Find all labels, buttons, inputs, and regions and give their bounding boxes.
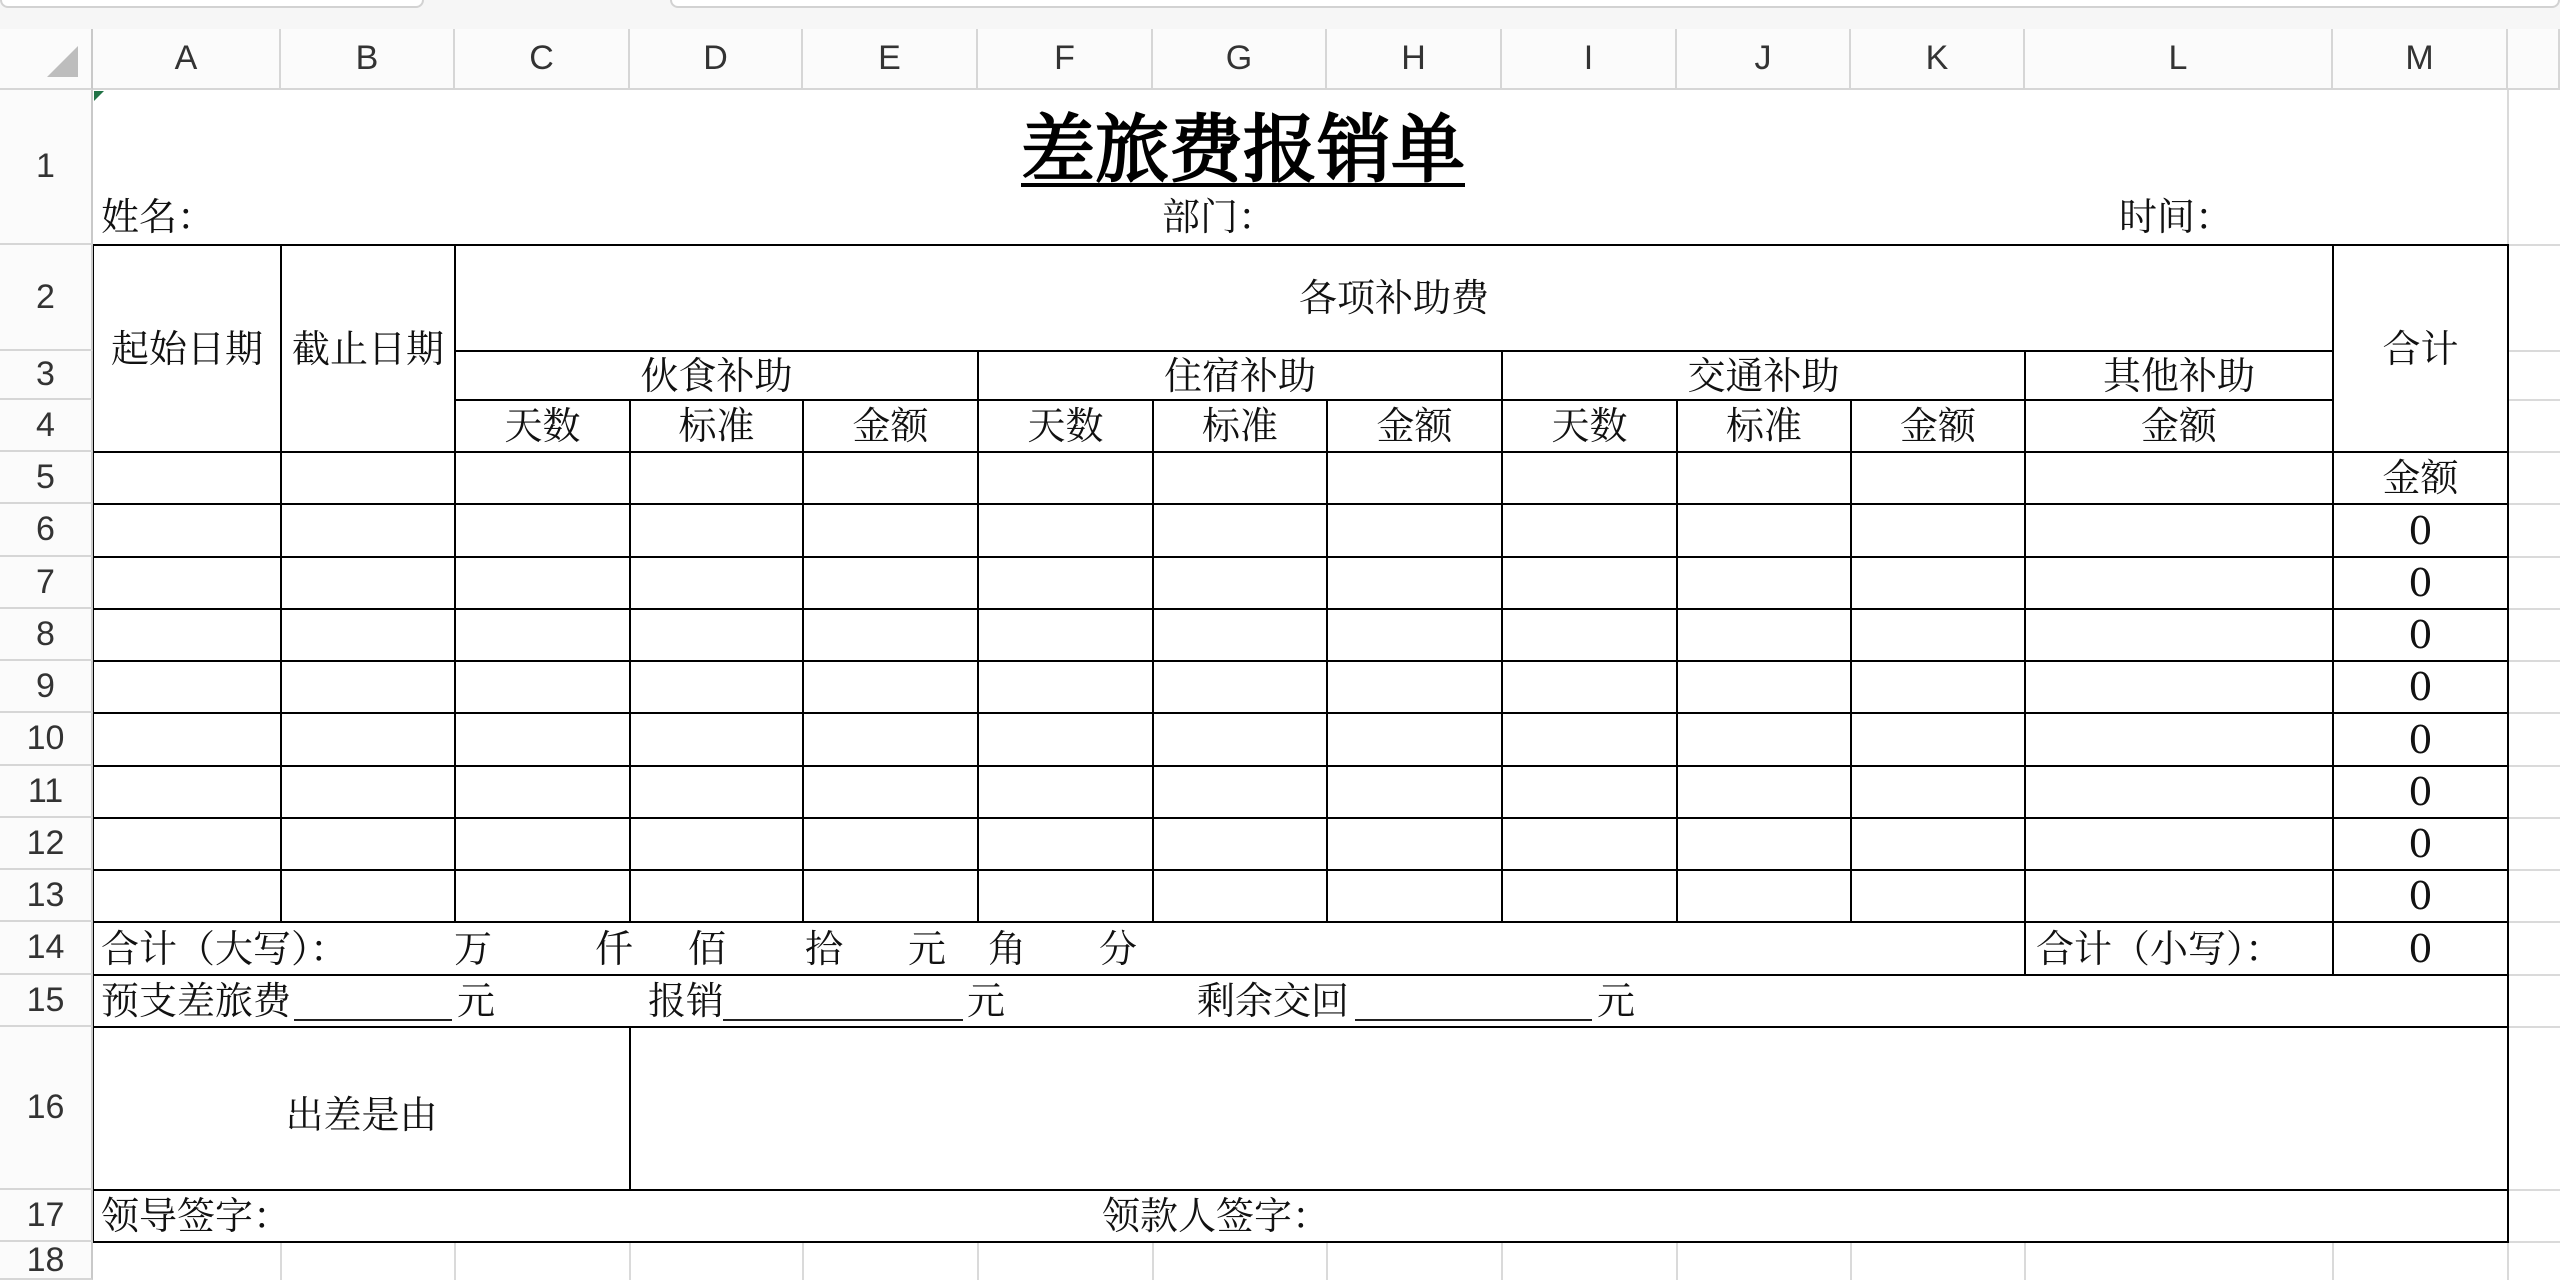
cell-i7[interactable] bbox=[1502, 557, 1677, 609]
refund-label: 剩余交回 bbox=[1197, 979, 1350, 1023]
cell-uppercase-total[interactable] bbox=[93, 922, 2025, 975]
reimburse-label: 报销 bbox=[648, 979, 725, 1023]
cell-h12[interactable] bbox=[1327, 818, 1502, 870]
cell-d7[interactable] bbox=[630, 557, 803, 609]
cell-c12[interactable] bbox=[455, 818, 630, 870]
cell-g18[interactable] bbox=[1153, 1242, 1327, 1280]
cell-d5[interactable] bbox=[630, 452, 803, 504]
cell-l12[interactable] bbox=[2025, 818, 2333, 870]
row-header-13[interactable]: 13 bbox=[0, 870, 93, 922]
cell-e18[interactable] bbox=[803, 1242, 978, 1280]
lowercase-total-label: 合计（小写）： bbox=[2036, 926, 2284, 971]
cell-i11[interactable] bbox=[1502, 766, 1677, 818]
cell-g9[interactable] bbox=[1153, 661, 1327, 713]
cell-d12[interactable] bbox=[630, 818, 803, 870]
cell-e9[interactable] bbox=[803, 661, 978, 713]
cell-total-header[interactable] bbox=[2333, 245, 2508, 452]
cell-j5[interactable] bbox=[1677, 452, 1851, 504]
cell-d11[interactable] bbox=[630, 766, 803, 818]
cell-h13[interactable] bbox=[1327, 870, 1502, 922]
start-date-label: 起始日期 bbox=[110, 326, 263, 371]
cell-start-date-header[interactable] bbox=[93, 245, 281, 452]
lowercase-total-value: 0 bbox=[2408, 926, 2433, 971]
meal-amount-label: 金额 bbox=[852, 404, 929, 448]
formula-bar[interactable] bbox=[670, 0, 2560, 8]
total-amount-label: 金额 bbox=[2382, 456, 2459, 500]
advance-unit: 元 bbox=[457, 979, 496, 1023]
row-total-value: 0 bbox=[2408, 561, 2433, 605]
name-box[interactable] bbox=[0, 0, 424, 8]
cell-i9[interactable] bbox=[1502, 661, 1677, 713]
cell-f13[interactable] bbox=[978, 870, 1153, 922]
cell-meal-allowance-header[interactable] bbox=[455, 351, 978, 400]
column-header-a[interactable]: A bbox=[93, 29, 281, 90]
cell-j8[interactable] bbox=[1677, 609, 1851, 661]
cell-trip-reason-label[interactable] bbox=[93, 1027, 630, 1190]
cell-a8[interactable] bbox=[93, 609, 281, 661]
cell-d4[interactable] bbox=[630, 400, 803, 452]
lodging-days-label: 天数 bbox=[1027, 404, 1104, 448]
row-header-4[interactable]: 4 bbox=[0, 400, 93, 452]
error-indicator-icon bbox=[94, 91, 104, 101]
column-header-m[interactable]: M bbox=[2333, 29, 2508, 90]
cell-d9[interactable] bbox=[630, 661, 803, 713]
row-header-17[interactable]: 17 bbox=[0, 1190, 93, 1242]
cell-d13[interactable] bbox=[630, 870, 803, 922]
cell-f8[interactable] bbox=[978, 609, 1153, 661]
column-header-g[interactable]: G bbox=[1153, 29, 1327, 90]
other-allowance-label: 其他补助 bbox=[2102, 353, 2255, 398]
cell-h6[interactable] bbox=[1327, 504, 1502, 557]
row-header-12[interactable]: 12 bbox=[0, 818, 93, 870]
column-header-c[interactable]: C bbox=[455, 29, 630, 90]
cell-a1-title[interactable] bbox=[93, 90, 2508, 245]
cell-f10[interactable] bbox=[978, 713, 1153, 766]
cell-h11[interactable] bbox=[1327, 766, 1502, 818]
cell-e12[interactable] bbox=[803, 818, 978, 870]
cell-j18[interactable] bbox=[1677, 1242, 1851, 1280]
cell-h9[interactable] bbox=[1327, 661, 1502, 713]
cell-e10[interactable] bbox=[803, 713, 978, 766]
cell-g5[interactable] bbox=[1153, 452, 1327, 504]
cell-a9[interactable] bbox=[93, 661, 281, 713]
cell-e13[interactable] bbox=[803, 870, 978, 922]
cell-c8[interactable] bbox=[455, 609, 630, 661]
cell-c6[interactable] bbox=[455, 504, 630, 557]
total-label: 合计 bbox=[2382, 326, 2459, 371]
cell-e11[interactable] bbox=[803, 766, 978, 818]
department-label: 部门： bbox=[1162, 195, 1277, 239]
other-amount-label: 金额 bbox=[2140, 404, 2217, 448]
cell-e8[interactable] bbox=[803, 609, 978, 661]
cell-j10[interactable] bbox=[1677, 713, 1851, 766]
cell-f4[interactable] bbox=[978, 400, 1153, 452]
cell-e7[interactable] bbox=[803, 557, 978, 609]
cell-a13[interactable] bbox=[93, 870, 281, 922]
cell-b9[interactable] bbox=[281, 661, 455, 713]
cell-b5[interactable] bbox=[281, 452, 455, 504]
cell-f12[interactable] bbox=[978, 818, 1153, 870]
cell-m13[interactable] bbox=[2333, 870, 2508, 922]
cell-f18[interactable] bbox=[978, 1242, 1153, 1280]
row-header-18[interactable]: 18 bbox=[0, 1242, 93, 1280]
column-header-d[interactable]: D bbox=[630, 29, 803, 90]
unit-jiao: 角 bbox=[987, 926, 1027, 971]
cell-b13[interactable] bbox=[281, 870, 455, 922]
cell-a6[interactable] bbox=[93, 504, 281, 557]
cell-l11[interactable] bbox=[2025, 766, 2333, 818]
cell-k9[interactable] bbox=[1851, 661, 2025, 713]
cell-c11[interactable] bbox=[455, 766, 630, 818]
column-header-l[interactable]: L bbox=[2025, 29, 2333, 90]
refund-blank bbox=[1355, 981, 1592, 1021]
cell-k10[interactable] bbox=[1851, 713, 2025, 766]
cell-lowercase-total-label[interactable] bbox=[2025, 922, 2333, 975]
end-date-label: 截止日期 bbox=[291, 326, 444, 371]
cell-other-allowance-header[interactable] bbox=[2025, 351, 2333, 400]
cell-b7[interactable] bbox=[281, 557, 455, 609]
cell-lodging-allowance-header[interactable] bbox=[978, 351, 1502, 400]
cell-l5[interactable] bbox=[2025, 452, 2333, 504]
cell-c18[interactable] bbox=[455, 1242, 630, 1280]
cell-h8[interactable] bbox=[1327, 609, 1502, 661]
lodging-standard-label: 标准 bbox=[1201, 404, 1278, 448]
cell-j13[interactable] bbox=[1677, 870, 1851, 922]
column-header-j[interactable]: J bbox=[1677, 29, 1851, 90]
row-header-3[interactable]: 3 bbox=[0, 351, 93, 400]
cell-f6[interactable] bbox=[978, 504, 1153, 557]
cell-m14[interactable] bbox=[2333, 922, 2508, 975]
reimburse-unit: 元 bbox=[967, 979, 1006, 1023]
row-total-value: 0 bbox=[2408, 665, 2433, 709]
cell-i12[interactable] bbox=[1502, 818, 1677, 870]
row-header-7[interactable]: 7 bbox=[0, 557, 93, 609]
cell-i8[interactable] bbox=[1502, 609, 1677, 661]
row-header-15[interactable]: 15 bbox=[0, 975, 93, 1027]
cell-e6[interactable] bbox=[803, 504, 978, 557]
cell-g7[interactable] bbox=[1153, 557, 1327, 609]
cell-m18[interactable] bbox=[2333, 1242, 2508, 1280]
cell-f5[interactable] bbox=[978, 452, 1153, 504]
cell-j7[interactable] bbox=[1677, 557, 1851, 609]
cell-e4[interactable] bbox=[803, 400, 978, 452]
refund-unit: 元 bbox=[1597, 979, 1636, 1023]
cell-h10[interactable] bbox=[1327, 713, 1502, 766]
advance-blank bbox=[294, 981, 452, 1021]
cell-b8[interactable] bbox=[281, 609, 455, 661]
cell-a10[interactable] bbox=[93, 713, 281, 766]
cell-j11[interactable] bbox=[1677, 766, 1851, 818]
row-header-5[interactable]: 5 bbox=[0, 452, 93, 504]
cell-g6[interactable] bbox=[1153, 504, 1327, 557]
lodging-allowance-label: 住宿补助 bbox=[1163, 353, 1316, 398]
transport-days-label: 天数 bbox=[1551, 404, 1628, 448]
time-label: 时间： bbox=[2119, 195, 2234, 239]
cell-a18[interactable] bbox=[93, 1242, 281, 1280]
cell-l6[interactable] bbox=[2025, 504, 2333, 557]
column-header-f[interactable]: F bbox=[978, 29, 1153, 90]
cell-d6[interactable] bbox=[630, 504, 803, 557]
cell-g4[interactable] bbox=[1153, 400, 1327, 452]
reimburse-blank bbox=[723, 981, 963, 1021]
row-total-value: 0 bbox=[2408, 613, 2433, 657]
column-header-n[interactable] bbox=[2508, 29, 2560, 90]
cell-j6[interactable] bbox=[1677, 504, 1851, 557]
cell-end-date-header[interactable] bbox=[281, 245, 455, 452]
meal-days-label: 天数 bbox=[504, 404, 581, 448]
cell-i4[interactable] bbox=[1502, 400, 1677, 452]
row-header-2[interactable]: 2 bbox=[0, 245, 93, 351]
formula-bar-area bbox=[0, 0, 2560, 29]
row-header-1[interactable]: 1 bbox=[0, 90, 93, 245]
name-label: 姓名： bbox=[101, 195, 216, 239]
cell-l7[interactable] bbox=[2025, 557, 2333, 609]
unit-fen: 分 bbox=[1098, 926, 1138, 971]
cell-c5[interactable] bbox=[455, 452, 630, 504]
cell-j12[interactable] bbox=[1677, 818, 1851, 870]
column-header-b[interactable]: B bbox=[281, 29, 455, 90]
cell-k7[interactable] bbox=[1851, 557, 2025, 609]
cell-m8[interactable] bbox=[2333, 609, 2508, 661]
row-header-16[interactable]: 16 bbox=[0, 1027, 93, 1190]
cell-m10[interactable] bbox=[2333, 713, 2508, 766]
cell-k18[interactable] bbox=[1851, 1242, 2025, 1280]
cell-g8[interactable] bbox=[1153, 609, 1327, 661]
row-header-6[interactable]: 6 bbox=[0, 504, 93, 557]
cell-c13[interactable] bbox=[455, 870, 630, 922]
cell-signature-row[interactable] bbox=[93, 1190, 2508, 1242]
cell-a11[interactable] bbox=[93, 766, 281, 818]
row-header-11[interactable]: 11 bbox=[0, 766, 93, 818]
row-total-value: 0 bbox=[2408, 770, 2433, 814]
cell-k11[interactable] bbox=[1851, 766, 2025, 818]
unit-wan: 万 bbox=[453, 926, 493, 971]
cell-c4[interactable] bbox=[455, 400, 630, 452]
cell-h18[interactable] bbox=[1327, 1242, 1502, 1280]
cell-m5[interactable] bbox=[2333, 452, 2508, 504]
column-header-e[interactable]: E bbox=[803, 29, 978, 90]
cell-m7[interactable] bbox=[2333, 557, 2508, 609]
cell-i6[interactable] bbox=[1502, 504, 1677, 557]
cell-j4[interactable] bbox=[1677, 400, 1851, 452]
cell-l8[interactable] bbox=[2025, 609, 2333, 661]
cell-h5[interactable] bbox=[1327, 452, 1502, 504]
cell-i10[interactable] bbox=[1502, 713, 1677, 766]
cell-g13[interactable] bbox=[1153, 870, 1327, 922]
cell-b11[interactable] bbox=[281, 766, 455, 818]
cell-l4[interactable] bbox=[2025, 400, 2333, 452]
row-header-14[interactable]: 14 bbox=[0, 922, 93, 975]
cell-allowances-header[interactable] bbox=[455, 245, 2333, 351]
cell-l13[interactable] bbox=[2025, 870, 2333, 922]
column-header-h[interactable]: H bbox=[1327, 29, 1502, 90]
cell-m11[interactable] bbox=[2333, 766, 2508, 818]
allowances-label: 各项补助费 bbox=[1298, 276, 1489, 320]
cell-j9[interactable] bbox=[1677, 661, 1851, 713]
cell-i13[interactable] bbox=[1502, 870, 1677, 922]
cell-a7[interactable] bbox=[93, 557, 281, 609]
cell-a5[interactable] bbox=[93, 452, 281, 504]
cell-l9[interactable] bbox=[2025, 661, 2333, 713]
cell-k8[interactable] bbox=[1851, 609, 2025, 661]
cell-m12[interactable] bbox=[2333, 818, 2508, 870]
transport-allowance-label: 交通补助 bbox=[1687, 353, 1840, 398]
cell-c7[interactable] bbox=[455, 557, 630, 609]
cell-f11[interactable] bbox=[978, 766, 1153, 818]
cell-h4[interactable] bbox=[1327, 400, 1502, 452]
cell-m9[interactable] bbox=[2333, 661, 2508, 713]
unit-qian: 仟 bbox=[594, 926, 634, 971]
unit-shi: 拾 bbox=[804, 926, 844, 971]
cell-g12[interactable] bbox=[1153, 818, 1327, 870]
cell-c10[interactable] bbox=[455, 713, 630, 766]
transport-amount-label: 金额 bbox=[1899, 404, 1976, 448]
cell-f9[interactable] bbox=[978, 661, 1153, 713]
cell-b6[interactable] bbox=[281, 504, 455, 557]
row-header-10[interactable]: 10 bbox=[0, 713, 93, 766]
row-total-value: 0 bbox=[2408, 822, 2433, 866]
row-header-9[interactable]: 9 bbox=[0, 661, 93, 713]
cell-d8[interactable] bbox=[630, 609, 803, 661]
select-all-triangle-icon bbox=[0, 29, 93, 90]
cell-g10[interactable] bbox=[1153, 713, 1327, 766]
cell-k4[interactable] bbox=[1851, 400, 2025, 452]
select-all-button[interactable] bbox=[0, 29, 93, 90]
cell-k12[interactable] bbox=[1851, 818, 2025, 870]
cell-g11[interactable] bbox=[1153, 766, 1327, 818]
row-total-value: 0 bbox=[2408, 874, 2433, 918]
cell-d18[interactable] bbox=[630, 1242, 803, 1280]
cell-k5[interactable] bbox=[1851, 452, 2025, 504]
cell-c9[interactable] bbox=[455, 661, 630, 713]
cell-b18[interactable] bbox=[281, 1242, 455, 1280]
cell-i18[interactable] bbox=[1502, 1242, 1677, 1280]
cell-i5[interactable] bbox=[1502, 452, 1677, 504]
cell-m6[interactable] bbox=[2333, 504, 2508, 557]
cell-f7[interactable] bbox=[978, 557, 1153, 609]
transport-standard-label: 标准 bbox=[1725, 404, 1802, 448]
leader-sign-label: 领导签字： bbox=[101, 1194, 292, 1238]
cell-l18[interactable] bbox=[2025, 1242, 2333, 1280]
trip-reason-label: 出差是由 bbox=[285, 1092, 438, 1137]
form-title: 差旅费报销单 bbox=[1021, 107, 1465, 193]
cell-b12[interactable] bbox=[281, 818, 455, 870]
row-header-8[interactable]: 8 bbox=[0, 609, 93, 661]
advance-label: 预支差旅费 bbox=[101, 979, 292, 1023]
lodging-amount-label: 金额 bbox=[1376, 404, 1453, 448]
uppercase-total-label: 合计（大写）： bbox=[101, 926, 349, 971]
unit-yuan: 元 bbox=[907, 926, 947, 971]
cell-trip-reason-value[interactable] bbox=[630, 1027, 2508, 1190]
cell-transport-allowance-header[interactable] bbox=[1502, 351, 2025, 400]
cell-advance-row[interactable] bbox=[93, 975, 2508, 1027]
meal-standard-label: 标准 bbox=[678, 404, 755, 448]
column-header-k[interactable]: K bbox=[1851, 29, 2025, 90]
cell-e5[interactable] bbox=[803, 452, 978, 504]
unit-bai: 佰 bbox=[687, 926, 727, 971]
row-total-value: 0 bbox=[2408, 508, 2433, 553]
column-header-i[interactable]: I bbox=[1502, 29, 1677, 90]
row-total-value: 0 bbox=[2408, 717, 2433, 762]
cell-h7[interactable] bbox=[1327, 557, 1502, 609]
cell-b10[interactable] bbox=[281, 713, 455, 766]
meal-allowance-label: 伙食补助 bbox=[640, 353, 793, 398]
cell-k6[interactable] bbox=[1851, 504, 2025, 557]
cell-a12[interactable] bbox=[93, 818, 281, 870]
cell-l10[interactable] bbox=[2025, 713, 2333, 766]
cell-d10[interactable] bbox=[630, 713, 803, 766]
payee-sign-label: 领款人签字： bbox=[1102, 1194, 1331, 1238]
cell-k13[interactable] bbox=[1851, 870, 2025, 922]
